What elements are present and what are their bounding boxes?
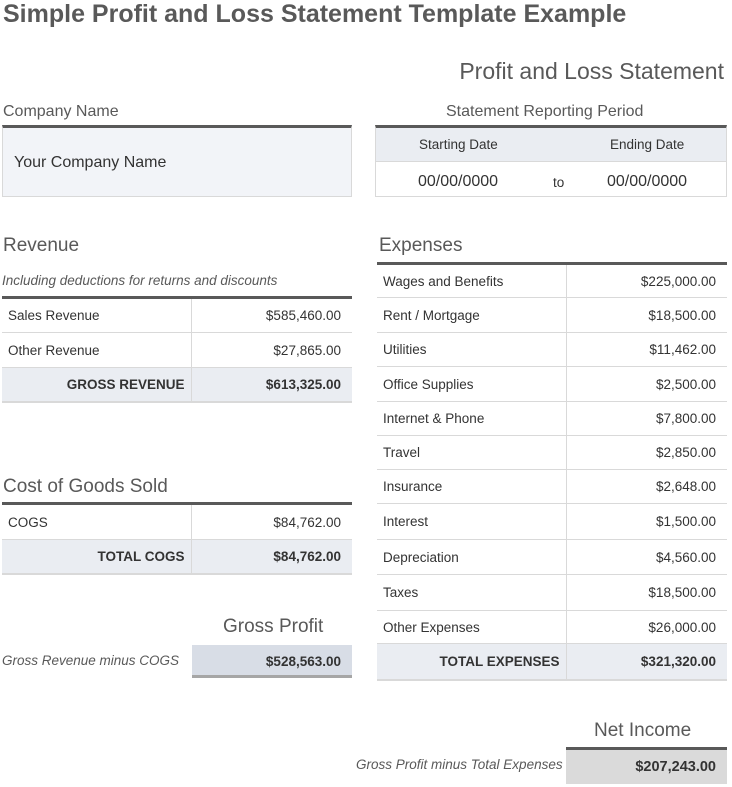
table-row (377, 611, 727, 644)
row-label: Sales Revenue (2, 298, 191, 333)
gross-revenue-label: GROSS REVENUE (2, 368, 191, 402)
row-value[interactable]: $18,500.00 (566, 298, 727, 333)
ending-date-label: Ending Date (610, 137, 685, 152)
expenses-heading: Expenses (379, 235, 463, 256)
total-cogs-label: TOTAL COGS (2, 540, 191, 574)
gross-profit-value: $528,563.00 (265, 654, 341, 669)
total-expenses-row (377, 644, 727, 680)
table-row (377, 333, 727, 367)
table-row (2, 504, 352, 540)
reporting-period-box (375, 125, 727, 197)
row-value[interactable]: $585,460.00 (191, 298, 352, 333)
row-label: Other Revenue (2, 333, 191, 368)
revenue-note: Including deductions for returns and discounts (2, 273, 278, 288)
period-header (376, 128, 726, 162)
row-label: Office Supplies (377, 367, 566, 402)
total-expenses-value: $321,320.00 (566, 644, 727, 680)
net-income-note: Gross Profit minus Total Expenses (356, 757, 563, 772)
row-value[interactable]: $27,865.00 (191, 333, 352, 368)
row-label: Wages and Benefits (377, 264, 566, 298)
company-name-field[interactable] (2, 125, 352, 197)
table-row (377, 504, 727, 540)
row-label: Rent / Mortgage (377, 298, 566, 333)
table-row (2, 333, 352, 368)
table-row (377, 470, 727, 504)
starting-date-field[interactable]: 00/00/0000 (418, 173, 499, 190)
row-label: Other Expenses (377, 611, 566, 644)
gross-revenue-value: $613,325.00 (191, 368, 352, 402)
company-name-label: Company Name (3, 103, 119, 120)
row-label: Insurance (377, 470, 566, 504)
row-value[interactable]: $2,850.00 (566, 436, 727, 470)
row-label: Internet & Phone (377, 402, 566, 436)
company-name-value: Your Company Name (14, 154, 167, 171)
row-label: Travel (377, 436, 566, 470)
ending-date-field[interactable]: 00/00/0000 (607, 173, 688, 190)
row-value[interactable]: $2,648.00 (566, 470, 727, 504)
total-cogs-value: $84,762.00 (191, 540, 352, 574)
table-row (377, 298, 727, 333)
page-title: Simple Profit and Loss Statement Template Example (3, 0, 627, 28)
row-value[interactable]: $225,000.00 (566, 264, 727, 298)
gross-revenue-row (2, 368, 352, 402)
total-expenses-label: TOTAL EXPENSES (377, 644, 566, 680)
row-value[interactable]: $84,762.00 (191, 504, 352, 540)
row-value[interactable]: $7,800.00 (566, 402, 727, 436)
table-row (377, 402, 727, 436)
row-value[interactable]: $1,500.00 (566, 504, 727, 540)
table-row (377, 540, 727, 575)
to-label: to (553, 175, 565, 190)
net-income-heading: Net Income (594, 720, 692, 741)
gross-profit-value-box (192, 645, 352, 678)
row-value[interactable]: $26,000.00 (566, 611, 727, 644)
row-label: Taxes (377, 575, 566, 611)
net-income-value-box (566, 747, 727, 784)
cogs-table (2, 502, 352, 575)
row-value[interactable]: $11,462.00 (566, 333, 727, 367)
table-row (377, 575, 727, 611)
row-label: COGS (2, 504, 191, 540)
gross-profit-heading: Gross Profit (223, 616, 324, 637)
gross-profit-note: Gross Revenue minus COGS (2, 653, 180, 668)
total-cogs-row (2, 540, 352, 574)
revenue-table (2, 296, 352, 403)
row-label: Depreciation (377, 540, 566, 575)
starting-date-label: Starting Date (419, 137, 498, 152)
table-row (377, 367, 727, 402)
expenses-table (377, 262, 727, 681)
cogs-heading: Cost of Goods Sold (3, 476, 168, 497)
statement-title: Profit and Loss Statement (459, 58, 724, 84)
row-label: Utilities (377, 333, 566, 367)
row-label: Interest (377, 504, 566, 540)
table-row (377, 436, 727, 470)
row-value[interactable]: $4,560.00 (566, 540, 727, 575)
row-value[interactable]: $18,500.00 (566, 575, 727, 611)
reporting-period-label: Statement Reporting Period (446, 103, 644, 120)
table-row (377, 264, 727, 298)
table-row (2, 298, 352, 333)
net-income-value: $207,243.00 (635, 759, 716, 775)
revenue-heading: Revenue (3, 235, 80, 256)
row-value[interactable]: $2,500.00 (566, 367, 727, 402)
